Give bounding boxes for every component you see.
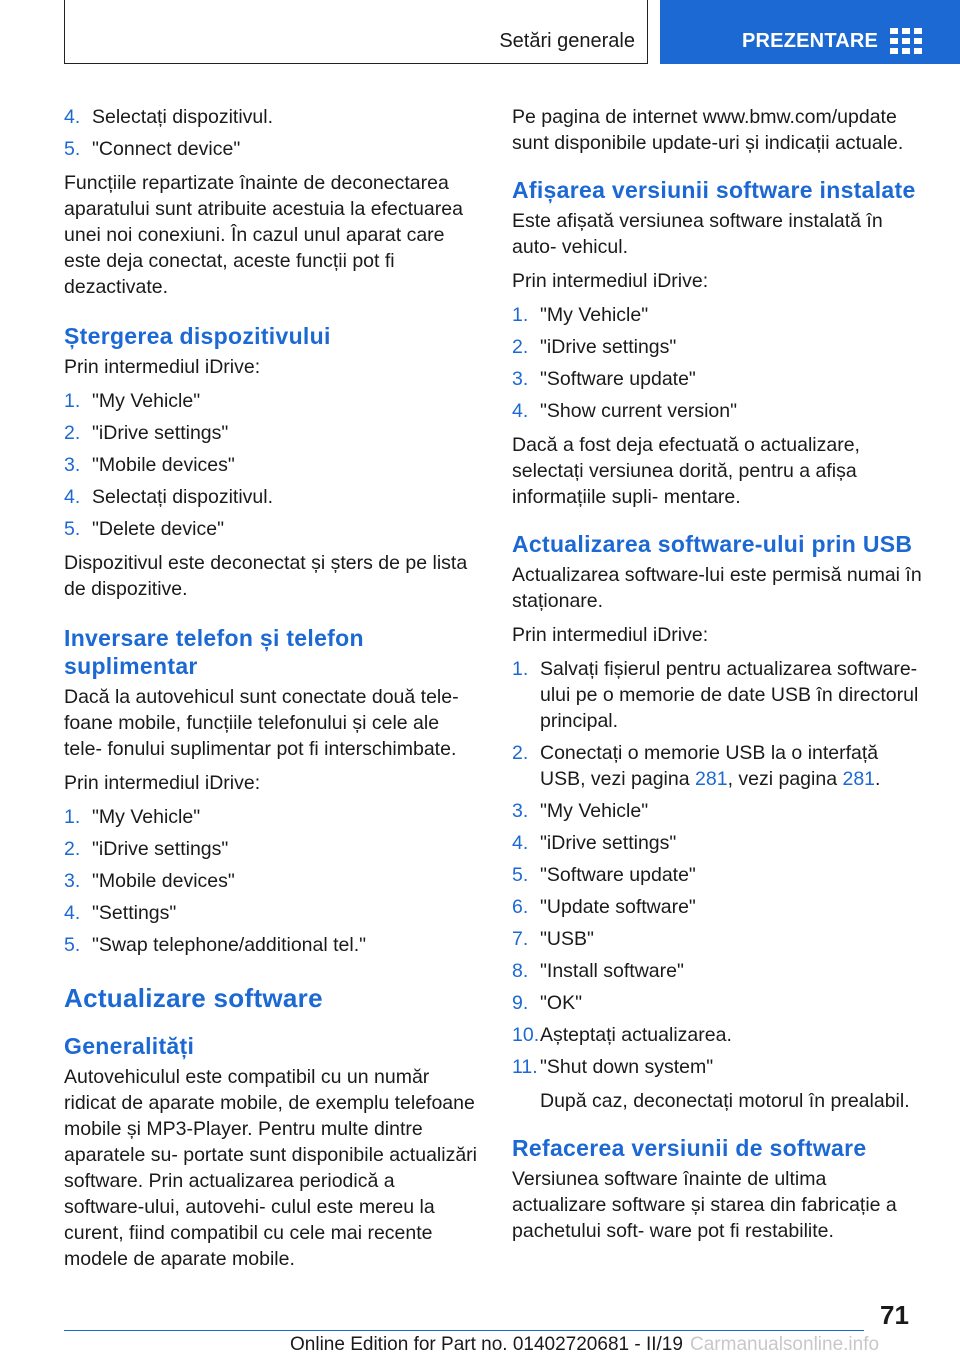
section-heading: Refacerea versiunii de software <box>512 1135 867 1161</box>
list-item: 3. "Software update" <box>512 368 696 390</box>
list-item: 3. "Mobile devices" <box>64 454 235 476</box>
list-item: 4. "Show current version" <box>512 400 738 422</box>
right-column <box>512 104 926 1252</box>
header-section-label: PREZENTARE <box>742 30 879 52</box>
section-heading: Actualizarea software-ului prin USB <box>512 531 913 557</box>
paragraph: Prin intermediul iDrive: <box>512 270 709 292</box>
list-item: 5. "Swap telephone/additional tel." <box>64 934 367 956</box>
steps-list <box>512 656 926 1080</box>
steps-list <box>64 804 478 958</box>
list-item: 2. "iDrive settings" <box>64 838 229 860</box>
list-item: 2. "iDrive settings" <box>64 422 229 444</box>
paragraph: Prin intermediul iDrive: <box>64 772 261 794</box>
list-item: 1. "My Vehicle" <box>64 390 201 412</box>
steps-list <box>64 388 478 542</box>
list-item: 5. "Software update" <box>512 864 696 886</box>
chapter-heading: Actualizare software <box>64 983 323 1013</box>
header-title-box <box>64 0 648 64</box>
steps-list <box>64 104 478 162</box>
list-item: 1. Salvați fișierul pentru actualizarea software- ului pe o memorie de date USB în directorul principal. <box>512 658 919 732</box>
paragraph: Dacă la autovehicul sunt conectate două tele‐ foane mobile, funcțiile telefonului și cele ale tele‐ fonului suplimentar pot fi interschimbate. <box>64 686 459 760</box>
paragraph: Prin intermediul iDrive: <box>512 624 709 646</box>
page-link[interactable]: 281 <box>842 768 876 790</box>
list-item: 9. "OK" <box>512 992 583 1014</box>
footer-watermark: Carmanualsonline.info <box>690 1334 880 1355</box>
list-item: 4. "iDrive settings" <box>512 832 677 854</box>
section-heading: Ștergerea dispozitivului <box>64 323 331 349</box>
list-item: 1. "My Vehicle" <box>512 304 649 326</box>
steps-list <box>512 302 926 424</box>
paragraph: Dispozitivul este deconectat și șters de pe lista de dispozitive. <box>64 552 468 600</box>
section-heading: Afișarea versiunii software instalate <box>512 177 916 203</box>
paragraph: Este afișată versiunea software instalată în auto‐ vehicul. <box>512 210 883 258</box>
list-item: 11. "Shut down system" <box>512 1056 714 1078</box>
list-item: 10. Așteptați actualizarea. <box>512 1024 732 1046</box>
list-item: 3. "Mobile devices" <box>64 870 235 892</box>
list-item: 4. Selectați dispozitivul. <box>64 486 274 508</box>
list-item: 8. "Install software" <box>512 960 684 982</box>
paragraph: Prin intermediul iDrive: <box>64 356 261 378</box>
list-item: 2. "iDrive settings" <box>512 336 677 358</box>
header-title: Setări generale <box>499 30 635 52</box>
paragraph: Pe pagina de internet www.bmw.com/update sunt disponibile update-uri și indicații actuale. <box>512 106 904 154</box>
list-item: 4. "Settings" <box>64 902 177 924</box>
paragraph: Dacă a fost deja efectuată o actualizare, selectați versiunea dorită, pentru a afișa informațiile supli‐ mentare. <box>512 434 860 508</box>
paragraph: Actualizarea software-lui este permisă numai în staționare. <box>512 564 922 612</box>
paragraph: Funcțiile repartizate înainte de deconectarea aparatului sunt atribuite acestuia la efectuarea unei noi conexiuni. În cazul unul aparat care este deja conectat, aceste funcții pot fi dezactivate. <box>64 172 463 298</box>
list-item: 4. Selectați dispozitivul. <box>64 106 274 128</box>
list-item: 7. "USB" <box>512 928 594 950</box>
paragraph: Versiunea software înainte de ultima actualizare software și starea din fabricație a pachetului soft‐ ware pot fi restabilite. <box>512 1168 897 1242</box>
footer-edition: Online Edition for Part no. 01402720681 - II/19 <box>290 1334 683 1355</box>
footer-divider <box>64 1330 864 1331</box>
list-item: 1. "My Vehicle" <box>64 806 201 828</box>
step-note: După caz, deconectați motorul în prealabil. <box>540 1090 910 1112</box>
list-item: 5. "Connect device" <box>64 138 241 160</box>
section-heading: Inversare telefon și telefon suplimentar <box>64 625 364 679</box>
header-section-tab[interactable] <box>660 0 960 64</box>
page-number: 71 <box>880 1300 909 1330</box>
page-link[interactable]: 281 <box>695 768 728 790</box>
list-item: 2. Conectați o memorie USB la o interfață USB, vezi pagina 281, vezi pagina 281. <box>512 742 881 790</box>
list-item: 3. "My Vehicle" <box>512 800 649 822</box>
paragraph: Autovehiculul este compatibil cu un număr ridicat de aparate mobile, de exemplu telefoane mobile și MP3-Player. Pentru multe dintre aparatele su‐ portate sunt disponibile actualizări software. Prin actualizarea periodică a software-ului, autovehi‐ culul este mereu la curent, fiind compatibil cu cele mai recente modele de aparate mobile. <box>64 1066 477 1270</box>
grid-menu-icon[interactable] <box>890 28 922 54</box>
list-item: 6. "Update software" <box>512 896 696 918</box>
list-item: 5. "Delete device" <box>64 518 224 540</box>
left-column <box>64 104 478 1280</box>
section-heading: Generalități <box>64 1033 195 1059</box>
